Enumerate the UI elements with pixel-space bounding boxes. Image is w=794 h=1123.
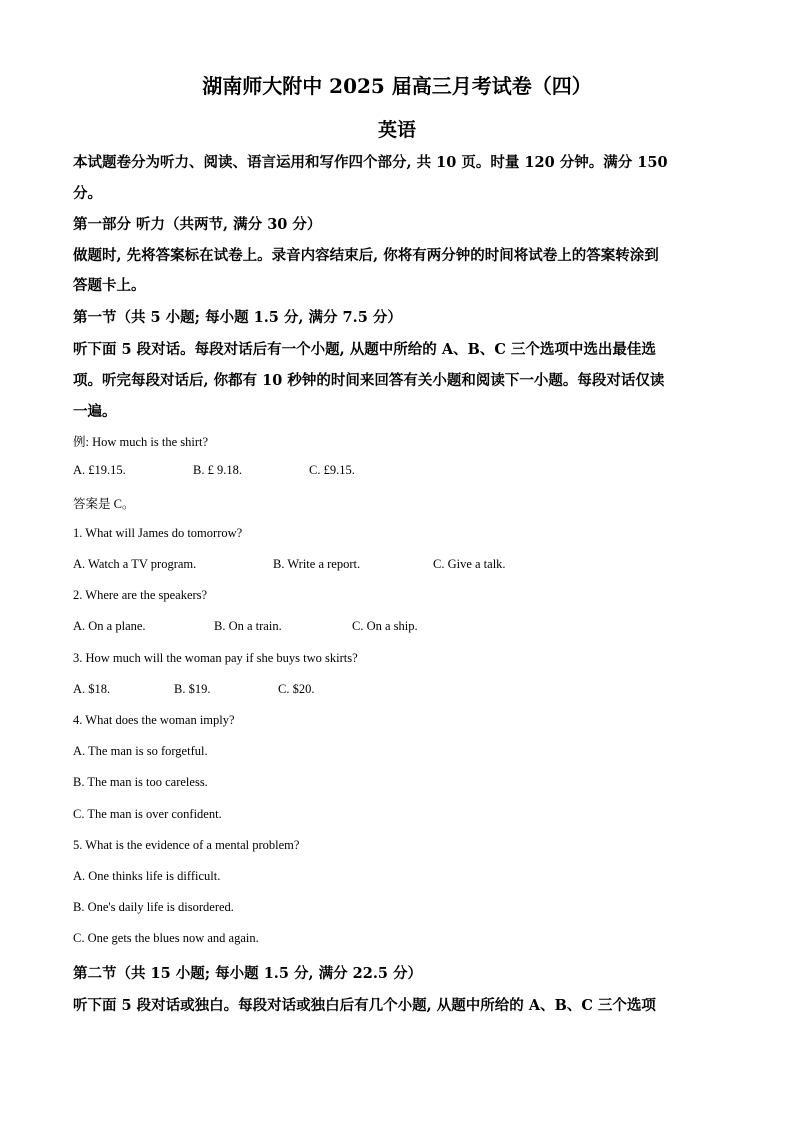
q3-option-a: A. $18. <box>73 682 111 696</box>
example-option-a: A. £19.15. <box>73 463 126 477</box>
example-answer: 答案是 C。 <box>73 497 135 511</box>
exam-title: 湖南师大附中 2025 届高三月考试卷（四） <box>202 74 592 98</box>
q1-option-a: A. Watch a TV program. <box>73 557 197 571</box>
section1-instruction-2: 项。听完每段对话后, 你都有 10 秒钟的时间来回答有关小题和阅读下一小题。每段对话仅读 <box>73 372 665 389</box>
question-4: 4. What does the woman imply? <box>73 713 235 727</box>
q2-option-a: A. On a plane. <box>73 619 146 633</box>
section1-instruction-3: 一遍。 <box>73 403 117 420</box>
q5-option-a: A. One thinks life is difficult. <box>73 869 221 883</box>
intro-line-2: 分。 <box>73 185 102 202</box>
part1-instruction-1: 做题时, 先将答案标在试卷上。录音内容结束后, 你将有两分钟的时间将试卷上的答案转涂到 <box>73 247 659 264</box>
question-2: 2. Where are the speakers? <box>73 588 208 602</box>
example-question: 例: How much is the shirt? <box>73 435 209 449</box>
q2-option-b: B. On a train. <box>214 619 282 633</box>
question-1: 1. What will James do tomorrow? <box>73 526 243 540</box>
section1-heading: 第一节（共 5 小题; 每小题 1.5 分, 满分 7.5 分） <box>73 309 402 326</box>
subject-title: 英语 <box>377 119 416 141</box>
q4-option-c: C. The man is over confident. <box>73 807 222 821</box>
q3-option-b: B. $19. <box>174 682 211 696</box>
part1-heading: 第一部分 听力（共两节, 满分 30 分） <box>73 216 322 233</box>
question-5: 5. What is the evidence of a mental problem? <box>73 838 300 852</box>
section2-instruction-1: 听下面 5 段对话或独白。每段对话或独白后有几个小题, 从题中所给的 A、B、C 三个选项 <box>73 997 656 1014</box>
q3-option-c: C. $20. <box>278 682 315 696</box>
q5-option-b: B. One's daily life is disordered. <box>73 900 234 914</box>
q4-option-a: A. The man is so forgetful. <box>73 744 208 758</box>
q1-option-c: C. Give a talk. <box>433 557 506 571</box>
section1-instruction-1: 听下面 5 段对话。每段对话后有一个小题, 从题中所给的 A、B、C 三个选项中选出最佳选 <box>73 341 656 358</box>
q5-option-c: C. One gets the blues now and again. <box>73 931 259 945</box>
q2-option-c: C. On a ship. <box>352 619 418 633</box>
example-option-c: C. £9.15. <box>309 463 355 477</box>
question-3: 3. How much will the woman pay if she buys two skirts? <box>73 651 358 665</box>
q1-option-b: B. Write a report. <box>273 557 361 571</box>
intro-line-1: 本试题卷分为听力、阅读、语言运用和写作四个部分, 共 10 页。时量 120 分钟。满分 150 <box>73 154 668 171</box>
example-option-b: B. £ 9.18. <box>193 463 242 477</box>
q4-option-b: B. The man is too careless. <box>73 775 208 789</box>
section2-heading: 第二节（共 15 小题; 每小题 1.5 分, 满分 22.5 分） <box>73 965 423 982</box>
part1-instruction-2: 答题卡上。 <box>73 277 146 294</box>
